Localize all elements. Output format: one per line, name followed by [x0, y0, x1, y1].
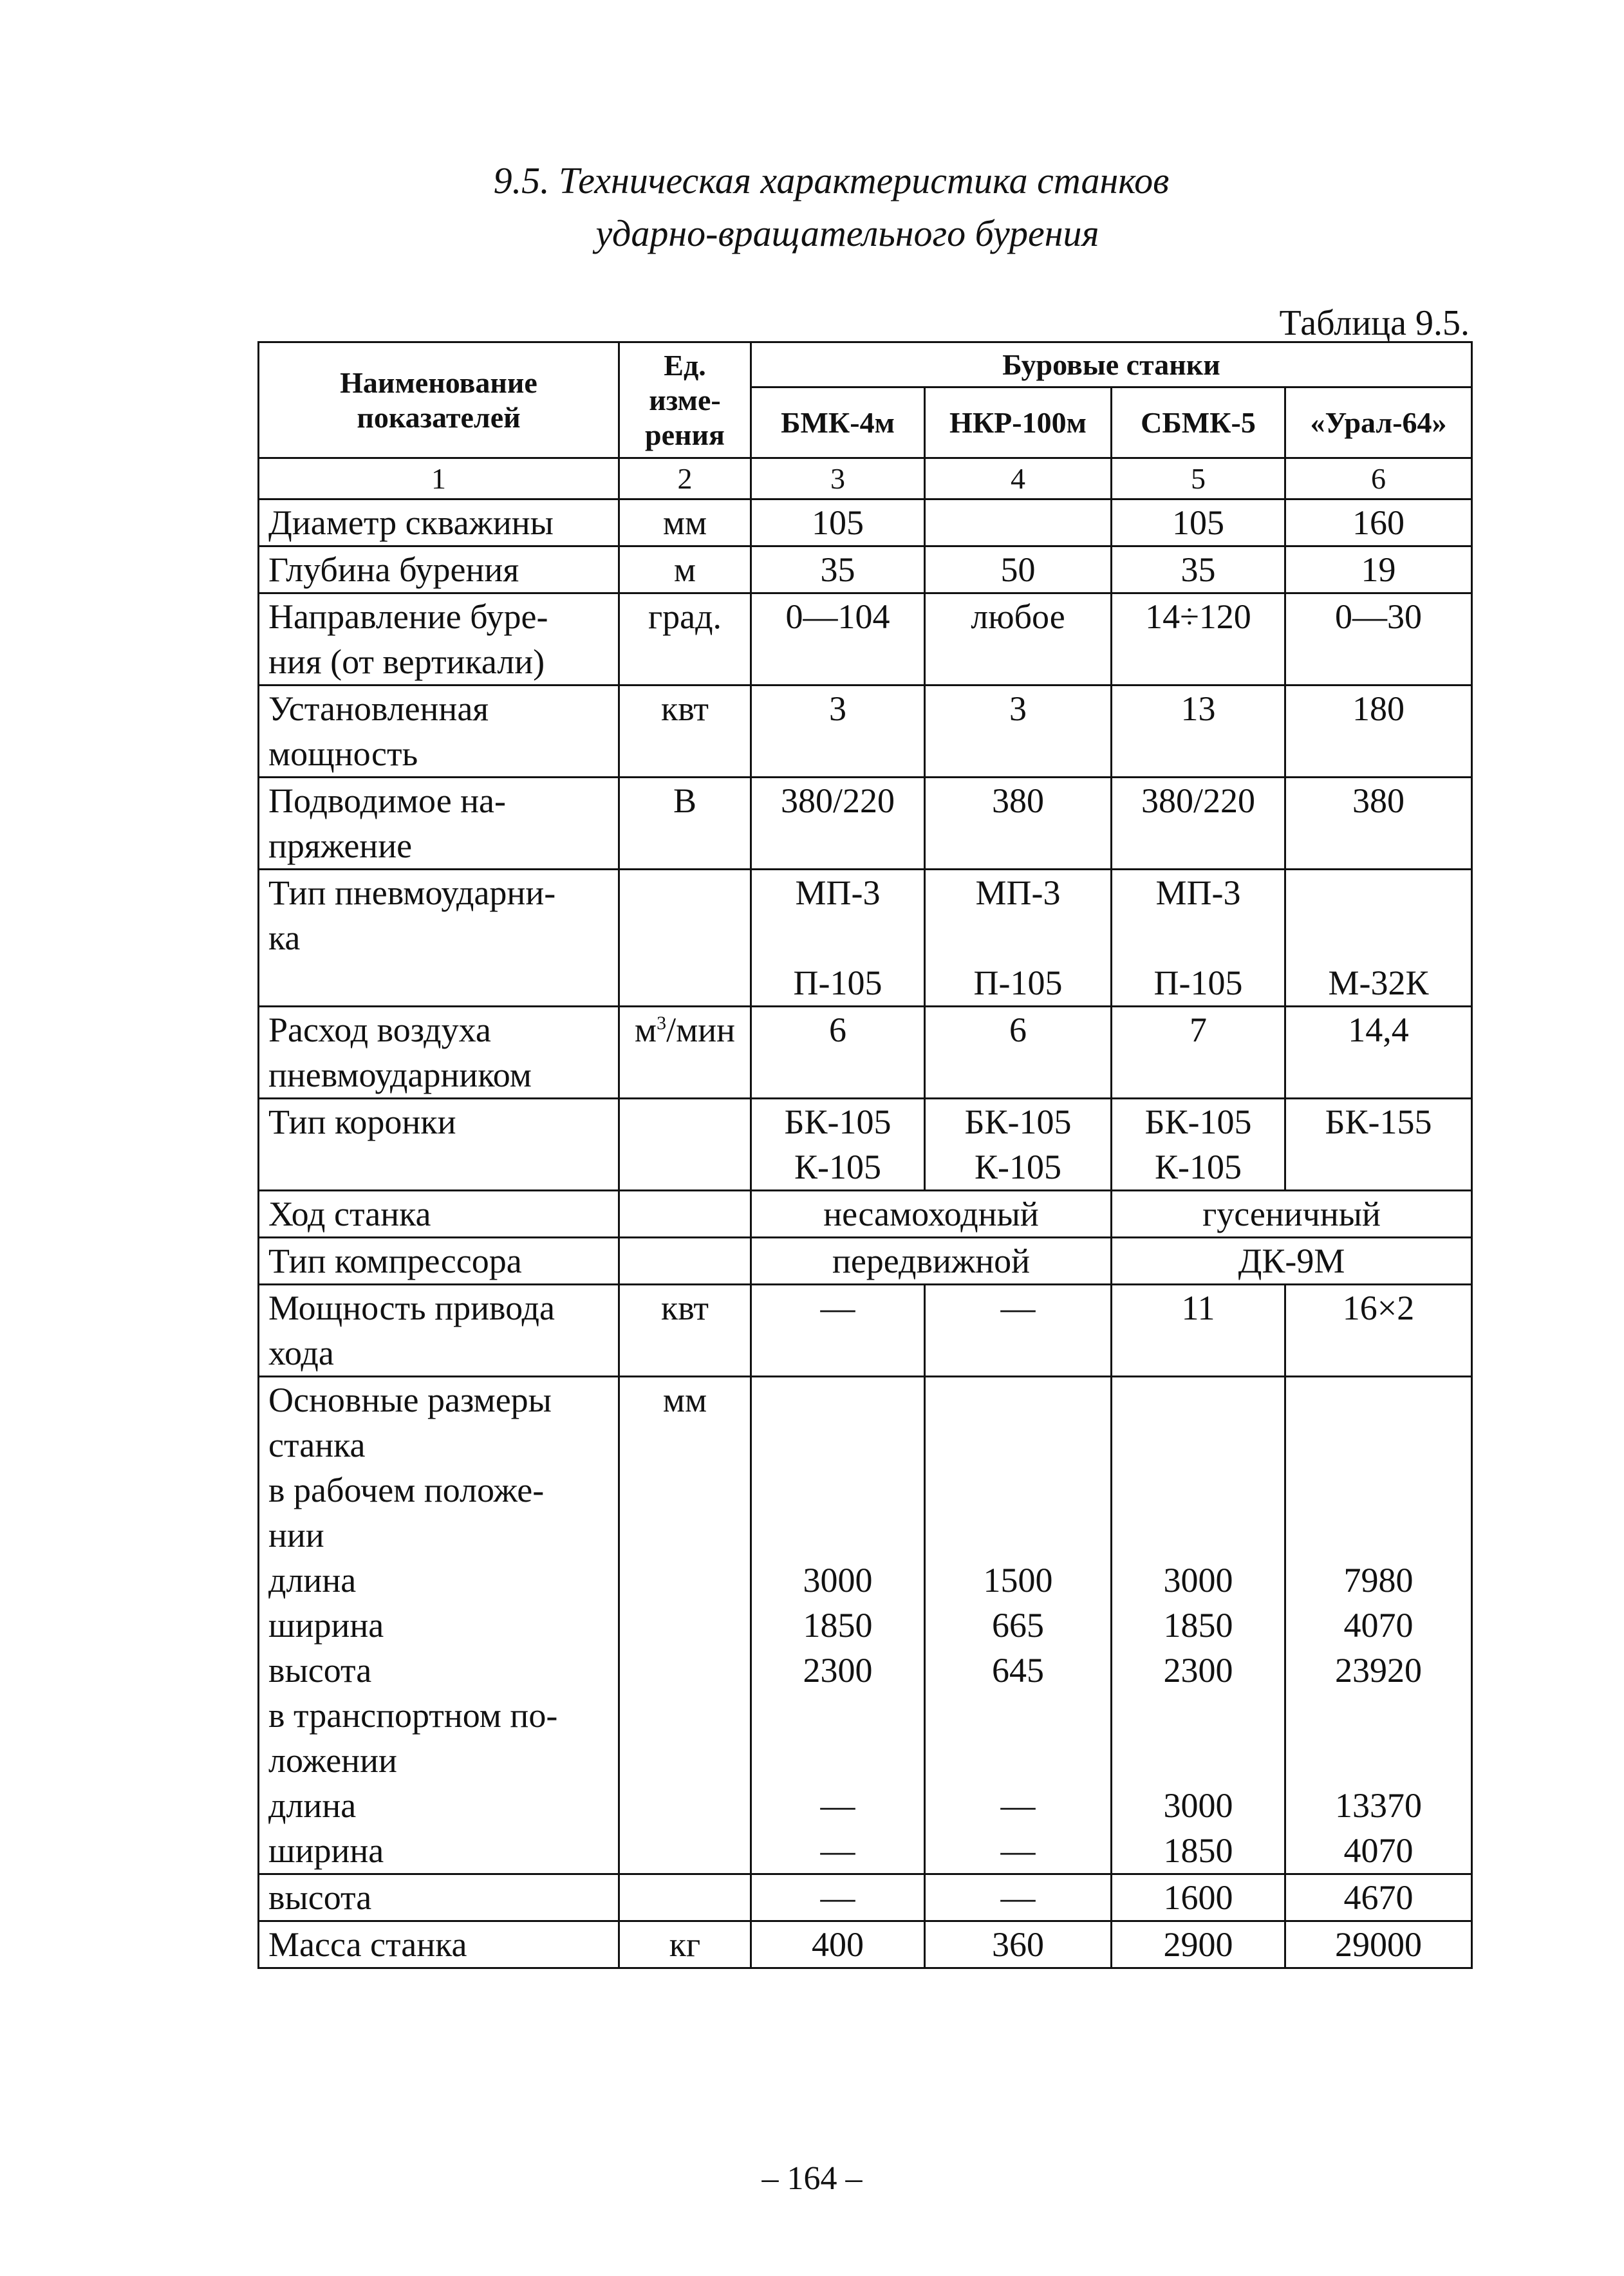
row-unit [619, 1099, 751, 1191]
row-unit: град. [619, 593, 751, 686]
cell-value: 7980 4070 23920 13370 4070 [1285, 1377, 1472, 1874]
cell-value: 3 [751, 686, 925, 778]
cell-value: 380 [1285, 778, 1472, 870]
cell-value: ДК-9М [1112, 1238, 1472, 1285]
cell-value: 3000 1850 2300 3000 1850 [1112, 1377, 1285, 1874]
row-unit: квт [619, 686, 751, 778]
table-row [259, 686, 1472, 778]
cell-value: любое [925, 593, 1112, 686]
cell-value: 160 [1285, 499, 1472, 546]
header-machine: «Урал-64» [1285, 387, 1472, 458]
row-unit: м [619, 546, 751, 593]
column-number: 1 [259, 458, 619, 499]
table-row [259, 778, 1472, 870]
cell-value: 14,4 [1285, 1007, 1472, 1099]
row-name: Масса станка [259, 1921, 619, 1968]
row-name: Подводимое на- пряжение [259, 778, 619, 870]
cell-value: 180 [1285, 686, 1472, 778]
unit-base: м [634, 1011, 657, 1049]
cell-value: МП-3 П-105 [1112, 870, 1285, 1007]
row-unit [619, 1238, 751, 1285]
column-numbers-row [259, 458, 1472, 499]
table-row [259, 499, 1472, 546]
cell-value: БК-105 К-105 [751, 1099, 925, 1191]
cell-value: 13 [1112, 686, 1285, 778]
table-row [259, 1921, 1472, 1968]
cell-value: 380/220 [751, 778, 925, 870]
title-line-1: 9.5. Техническая характеристика станков [493, 160, 1170, 201]
row-unit [619, 1191, 751, 1238]
table-row [259, 1377, 1472, 1874]
row-unit: мм [619, 1377, 751, 1874]
cell-value: 14÷120 [1112, 593, 1285, 686]
cell-value [925, 499, 1112, 546]
row-name: Тип пневмоударни- ка [259, 870, 619, 1007]
cell-value: МП-3 П-105 [925, 870, 1112, 1007]
cell-value: 1600 [1112, 1874, 1285, 1921]
cell-value: 50 [925, 546, 1112, 593]
column-number: 6 [1285, 458, 1472, 499]
row-unit: кг [619, 1921, 751, 1968]
column-number: 5 [1112, 458, 1285, 499]
cell-value: 360 [925, 1921, 1112, 1968]
cell-value: 105 [1112, 499, 1285, 546]
header-machine: СБМК-5 [1112, 387, 1285, 458]
row-name: Основные размеры станка в рабочем положе- нии длина ширина высота в транспортном по- ложении длина ширина [259, 1377, 619, 1874]
cell-value: 19 [1285, 546, 1472, 593]
cell-value: 380/220 [1112, 778, 1285, 870]
cell-value: 7 [1112, 1007, 1285, 1099]
cell-value: — [925, 1874, 1112, 1921]
table-row [259, 1099, 1472, 1191]
unit-rest: /мин [666, 1011, 736, 1049]
cell-value: БК-155 [1285, 1099, 1472, 1191]
cell-value: передвижной [751, 1238, 1112, 1285]
cell-value: 3000 1850 2300 — — [751, 1377, 925, 1874]
cell-value: 0—104 [751, 593, 925, 686]
row-name: Расход воздуха пневмоударником [259, 1007, 619, 1099]
cell-value: 0—30 [1285, 593, 1472, 686]
row-name: Установленная мощность [259, 686, 619, 778]
cell-value: — [925, 1285, 1112, 1377]
table-row [259, 593, 1472, 686]
title-line-2: ударно-вращательного бурения [595, 212, 1099, 254]
row-name: Тип компрессора [259, 1238, 619, 1285]
row-unit: мм [619, 499, 751, 546]
cell-value: 105 [751, 499, 925, 546]
header-machine: БМК-4м [751, 387, 925, 458]
cell-value: 1500 665 645 — — [925, 1377, 1112, 1874]
cell-value: несамоходный [751, 1191, 1112, 1238]
row-name: Диаметр скважины [259, 499, 619, 546]
cell-value: — [751, 1285, 925, 1377]
cell-value: 16×2 [1285, 1285, 1472, 1377]
row-name: Направление буре- ния (от вертикали) [259, 593, 619, 686]
row-unit: квт [619, 1285, 751, 1377]
cell-value: 6 [925, 1007, 1112, 1099]
table-row [259, 1191, 1472, 1238]
cell-value: БК-105 К-105 [1112, 1099, 1285, 1191]
cell-value: — [751, 1874, 925, 1921]
cell-value: 29000 [1285, 1921, 1472, 1968]
cell-value: 6 [751, 1007, 925, 1099]
row-unit [619, 870, 751, 1007]
row-unit [619, 1007, 751, 1099]
cell-value: 35 [1112, 546, 1285, 593]
row-unit [619, 1874, 751, 1921]
page-title [0, 154, 1624, 260]
header-row [259, 342, 1472, 387]
row-name: Мощность привода хода [259, 1285, 619, 1377]
column-number: 2 [619, 458, 751, 499]
header-name: Наименование показателей [259, 342, 619, 458]
row-name: высота [259, 1874, 619, 1921]
header-unit: Ед. изме- рения [619, 342, 751, 458]
header-group: Буровые станки [751, 342, 1472, 387]
column-number: 3 [751, 458, 925, 499]
header-machine: НКР-100м [925, 387, 1112, 458]
cell-value: гусеничный [1112, 1191, 1472, 1238]
cell-value: 400 [751, 1921, 925, 1968]
table-row [259, 1285, 1472, 1377]
cell-value: МП-3 П-105 [751, 870, 925, 1007]
column-number: 4 [925, 458, 1112, 499]
table-label: Таблица 9.5. [1279, 303, 1470, 343]
table-row [259, 1238, 1472, 1285]
cell-value: 35 [751, 546, 925, 593]
cell-value: БК-105 К-105 [925, 1099, 1112, 1191]
row-name: Ход станка [259, 1191, 619, 1238]
cell-value: 2900 [1112, 1921, 1285, 1968]
page-number: – 164 – [761, 2160, 863, 2197]
spec-table [257, 341, 1473, 1969]
row-name: Глубина бурения [259, 546, 619, 593]
cell-value: 11 [1112, 1285, 1285, 1377]
row-name: Тип коронки [259, 1099, 619, 1191]
cell-value: 380 [925, 778, 1112, 870]
table-row [259, 1007, 1472, 1099]
table-row [259, 546, 1472, 593]
table-row [259, 1874, 1472, 1921]
cell-value: 3 [925, 686, 1112, 778]
table-row [259, 870, 1472, 1007]
unit-superscript: 3 [657, 1012, 667, 1034]
row-unit: В [619, 778, 751, 870]
cell-value: М-32К [1285, 870, 1472, 1007]
cell-value: 4670 [1285, 1874, 1472, 1921]
